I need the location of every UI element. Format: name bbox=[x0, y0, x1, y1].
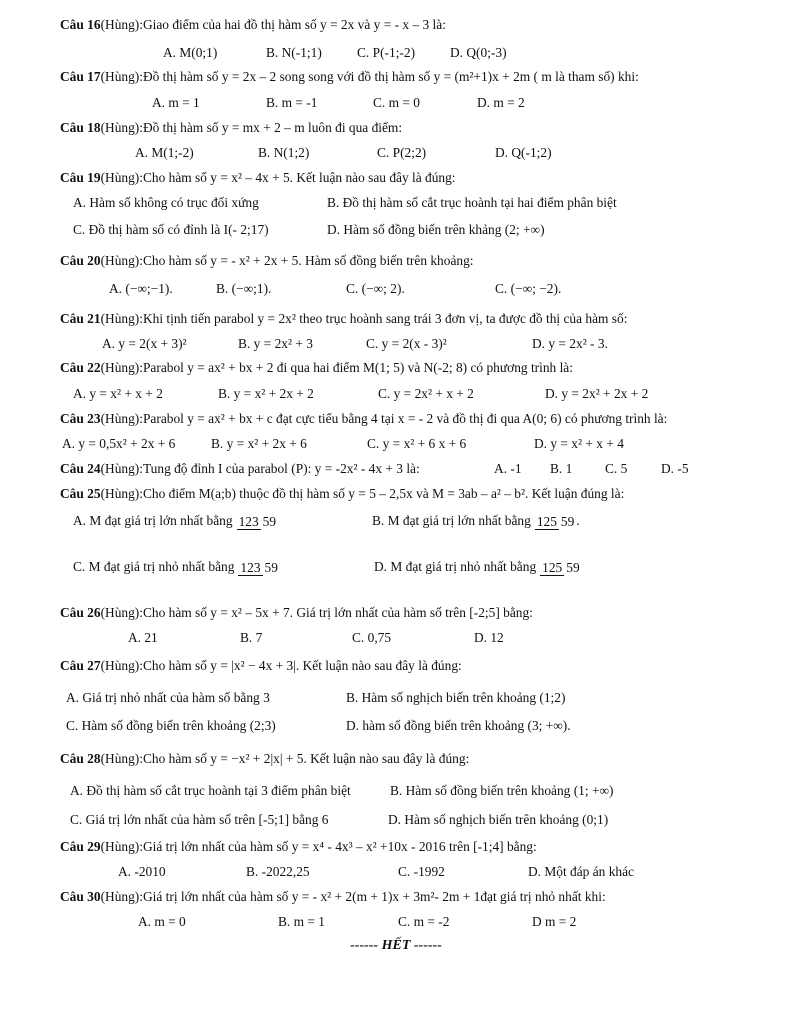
end-marker: ------ HẾT ------ bbox=[350, 938, 442, 953]
question-22-option-d: D. y = 2x² + 2x + 2 bbox=[545, 386, 649, 401]
question-number: Câu 28 bbox=[60, 751, 101, 766]
question-author: (Hùng): bbox=[100, 461, 143, 476]
question-text: Cho hàm số y = x² – 4x + 5. Kết luận nào sau đây là đúng: bbox=[142, 170, 456, 185]
question-number: Câu 16 bbox=[60, 17, 101, 32]
question-23-option-c: C. y = x² + 6 x + 6 bbox=[367, 436, 467, 451]
fraction-denominator: 59 bbox=[560, 513, 575, 529]
question-number: Câu 30 bbox=[60, 889, 101, 904]
question-text: Đồ thị hàm số y = mx + 2 – m luôn đi qua điểm: bbox=[142, 120, 403, 135]
question-21-stem bbox=[60, 311, 627, 327]
question-text: Parabol y = ax² + bx + c đạt cực tiểu bằng 4 tại x = - 2 và đồ thị đi qua A(0; 6) có phương trình là: bbox=[142, 411, 668, 426]
question-17-option-d: D. m = 2 bbox=[477, 95, 525, 110]
question-text: Giá trị lớn nhất của hàm số y = - x² + 2(m + 1)x + 3m²- 2m + 1đạt giá trị nhỏ nhất khi: bbox=[142, 889, 606, 904]
question-25-stem bbox=[60, 486, 624, 502]
question-text: Cho điểm M(a;b) thuộc đồ thị hàm số y = 5 – 2,5x và M = 3ab – a² – b². Kết luận đúng là: bbox=[142, 486, 625, 501]
question-author: (Hùng): bbox=[100, 69, 143, 84]
question-25-option-c bbox=[73, 559, 280, 576]
question-27-option-d: D. hàm số đồng biến trên khoảng (3; +∞). bbox=[346, 718, 571, 733]
question-24-option-d: D. -5 bbox=[661, 461, 689, 476]
question-29-stem bbox=[60, 839, 537, 855]
question-author: (Hùng): bbox=[100, 889, 143, 904]
question-24-option-a: A. -1 bbox=[494, 461, 522, 476]
question-23-option-d: D. y = x² + x + 4 bbox=[534, 436, 624, 451]
question-19-option-c: C. Đồ thị hàm số có đỉnh là I(- 2;17) bbox=[73, 222, 269, 237]
question-author: (Hùng): bbox=[100, 839, 143, 854]
fraction bbox=[535, 514, 576, 530]
question-29-option-a: A. -2010 bbox=[118, 864, 166, 879]
question-23-option-a: A. y = 0,5x² + 2x + 6 bbox=[62, 436, 176, 451]
question-23-stem bbox=[60, 411, 667, 427]
question-24-stem bbox=[60, 461, 420, 477]
question-16-stem bbox=[60, 17, 446, 33]
question-number: Câu 29 bbox=[60, 839, 101, 854]
question-21-option-c: C. y = 2(x - 3)² bbox=[366, 336, 447, 351]
fraction-numerator: 123 bbox=[238, 513, 259, 529]
option-label: A. M đạt giá trị lớn nhất bằng bbox=[73, 513, 233, 528]
question-25-option-a bbox=[73, 513, 278, 530]
fraction bbox=[238, 560, 279, 576]
question-16-option-c: C. P(-1;-2) bbox=[357, 45, 416, 60]
question-30-option-c: C. m = -2 bbox=[398, 914, 450, 929]
question-20-option-d: C. (−∞; −2). bbox=[495, 281, 562, 296]
question-author: (Hùng): bbox=[100, 658, 143, 673]
question-number: Câu 24 bbox=[60, 461, 101, 476]
question-19-stem bbox=[60, 170, 456, 186]
question-author: (Hùng): bbox=[100, 411, 143, 426]
question-number: Câu 21 bbox=[60, 311, 101, 326]
fraction-denominator: 59 bbox=[264, 559, 278, 575]
question-author: (Hùng): bbox=[100, 17, 143, 32]
question-author: (Hùng): bbox=[100, 253, 143, 268]
question-20-option-a: A. (−∞;−1). bbox=[109, 281, 173, 296]
question-28-option-b: B. Hàm số đồng biến trên khoảng (1; +∞) bbox=[390, 783, 614, 798]
question-18-option-a: A. M(1;-2) bbox=[135, 145, 194, 160]
question-26-stem bbox=[60, 605, 533, 621]
question-26-option-a: A. 21 bbox=[128, 630, 158, 645]
question-number: Câu 22 bbox=[60, 360, 101, 375]
question-text: Giao điểm của hai đồ thị hàm số y = 2x và y = - x – 3 là: bbox=[142, 17, 446, 32]
question-text: Cho hàm số y = - x² + 2x + 5. Hàm số đồng biến trên khoảng: bbox=[142, 253, 474, 268]
option-suffix: . bbox=[576, 513, 580, 528]
question-30-option-b: B. m = 1 bbox=[278, 914, 325, 929]
question-18-option-c: C. P(2;2) bbox=[377, 145, 427, 160]
option-label: C. M đạt giá trị nhỏ nhất bằng bbox=[73, 559, 235, 574]
option-label: B. M đạt giá trị lớn nhất bằng bbox=[372, 513, 531, 528]
question-18-option-b: B. N(1;2) bbox=[258, 145, 310, 160]
question-16-option-b: B. N(-1;1) bbox=[266, 45, 322, 60]
question-22-stem bbox=[60, 360, 573, 376]
question-number: Câu 18 bbox=[60, 120, 101, 135]
question-text: Cho hàm số y = |x² − 4x + 3|. Kết luận nào sau đây là đúng: bbox=[142, 658, 462, 673]
question-text: Đồ thị hàm số y = 2x – 2 song song với đồ thị hàm số y = (m²+1)x + 2m ( m là tham số) khi: bbox=[142, 69, 639, 84]
question-number: Câu 17 bbox=[60, 69, 101, 84]
fraction-numerator: 125 bbox=[542, 559, 563, 575]
question-author: (Hùng): bbox=[100, 120, 143, 135]
question-29-option-c: C. -1992 bbox=[398, 864, 445, 879]
question-19-option-b: B. Đồ thị hàm số cắt trục hoành tại hai điểm phân biệt bbox=[327, 195, 617, 210]
question-author: (Hùng): bbox=[100, 751, 143, 766]
question-19-option-a: A. Hàm số không có trục đối xứng bbox=[73, 195, 259, 210]
question-22-option-b: B. y = x² + 2x + 2 bbox=[218, 386, 314, 401]
question-25-option-b bbox=[372, 513, 580, 530]
question-25-option-d bbox=[374, 559, 582, 576]
question-18-option-d: D. Q(-1;2) bbox=[495, 145, 552, 160]
question-24-option-c: C. 5 bbox=[605, 461, 628, 476]
question-30-option-a: A. m = 0 bbox=[138, 914, 186, 929]
question-28-option-a: A. Đồ thị hàm số cắt trục hoành tại 3 điểm phân biệt bbox=[70, 783, 351, 798]
question-number: Câu 23 bbox=[60, 411, 101, 426]
question-number: Câu 19 bbox=[60, 170, 101, 185]
question-text: Parabol y = ax² + bx + 2 đi qua hai điểm M(1; 5) và N(-2; 8) có phương trình là: bbox=[142, 360, 573, 375]
question-27-stem bbox=[60, 658, 462, 674]
question-27-option-b: B. Hàm số nghịch biến trên khoảng (1;2) bbox=[346, 690, 566, 705]
question-author: (Hùng): bbox=[100, 170, 143, 185]
question-30-stem bbox=[60, 889, 606, 905]
question-20-option-c: C. (−∞; 2). bbox=[346, 281, 405, 296]
question-20-option-b: B. (−∞;1). bbox=[216, 281, 272, 296]
fraction-numerator: 125 bbox=[536, 513, 557, 529]
fraction-numerator: 123 bbox=[240, 559, 261, 575]
question-29-option-b: B. -2022,25 bbox=[246, 864, 310, 879]
fraction bbox=[237, 514, 278, 530]
question-17-option-b: B. m = -1 bbox=[266, 95, 318, 110]
fraction-denominator: 59 bbox=[566, 559, 580, 575]
question-number: Câu 25 bbox=[60, 486, 101, 501]
question-number: Câu 26 bbox=[60, 605, 101, 620]
question-28-option-d: D. Hàm số nghịch biến trên khoảng (0;1) bbox=[388, 812, 609, 827]
question-number: Câu 27 bbox=[60, 658, 101, 673]
question-17-stem bbox=[60, 69, 639, 85]
question-author: (Hùng): bbox=[100, 605, 143, 620]
question-26-option-d: D. 12 bbox=[474, 630, 504, 645]
question-21-option-d: D. y = 2x² - 3. bbox=[532, 336, 608, 351]
question-19-option-d: D. Hàm số đồng biến trên khảng (2; +∞) bbox=[327, 222, 545, 237]
question-text: Cho hàm số y = −x² + 2|x| + 5. Kết luận nào sau đây là đúng: bbox=[142, 751, 470, 766]
question-author: (Hùng): bbox=[100, 311, 143, 326]
question-text: Giá trị lớn nhất của hàm số y = x⁴ - 4x³ – x² +10x - 2016 trên [-1;4] bằng: bbox=[142, 839, 537, 854]
question-number: Câu 20 bbox=[60, 253, 101, 268]
question-21-option-a: A. y = 2(x + 3)² bbox=[102, 336, 187, 351]
question-27-option-c: C. Hàm số đồng biến trên khoảng (2;3) bbox=[66, 718, 276, 733]
question-27-option-a: A. Giá trị nhỏ nhất của hàm số bằng 3 bbox=[66, 690, 270, 705]
question-23-option-b: B. y = x² + 2x + 6 bbox=[211, 436, 307, 451]
question-author: (Hùng): bbox=[100, 360, 143, 375]
question-text: Cho hàm số y = x² – 5x + 7. Giá trị lớn nhất của hàm số trên [-2;5] bằng: bbox=[142, 605, 533, 620]
question-20-stem bbox=[60, 253, 474, 269]
question-17-option-c: C. m = 0 bbox=[373, 95, 420, 110]
option-label: D. M đạt giá trị nhỏ nhất bằng bbox=[374, 559, 537, 574]
question-28-option-c: C. Giá trị lớn nhất của hàm số trên [-5;1] bằng 6 bbox=[70, 812, 329, 827]
question-22-option-a: A. y = x² + x + 2 bbox=[73, 386, 163, 401]
question-16-option-d: D. Q(0;-3) bbox=[450, 45, 507, 60]
question-18-stem bbox=[60, 120, 402, 136]
fraction-denominator: 59 bbox=[262, 513, 277, 529]
question-17-option-a: A. m = 1 bbox=[152, 95, 200, 110]
question-30-option-d: D m = 2 bbox=[532, 914, 577, 929]
question-26-option-b: B. 7 bbox=[240, 630, 263, 645]
question-28-stem bbox=[60, 751, 469, 767]
question-16-option-a: A. M(0;1) bbox=[163, 45, 218, 60]
question-21-option-b: B. y = 2x² + 3 bbox=[238, 336, 313, 351]
question-29-option-d: D. Một đáp án khác bbox=[528, 864, 634, 879]
question-text: Tung độ đỉnh I của parabol (P): y = -2x² - 4x + 3 là: bbox=[142, 461, 420, 476]
question-24-option-b: B. 1 bbox=[550, 461, 573, 476]
fraction bbox=[540, 560, 581, 576]
question-text: Khi tịnh tiến parabol y = 2x² theo trục hoành sang trái 3 đơn vị, ta được đồ thị của hàm số: bbox=[142, 311, 628, 326]
question-author: (Hùng): bbox=[100, 486, 143, 501]
question-22-option-c: C. y = 2x² + x + 2 bbox=[378, 386, 474, 401]
question-26-option-c: C. 0,75 bbox=[352, 630, 392, 645]
